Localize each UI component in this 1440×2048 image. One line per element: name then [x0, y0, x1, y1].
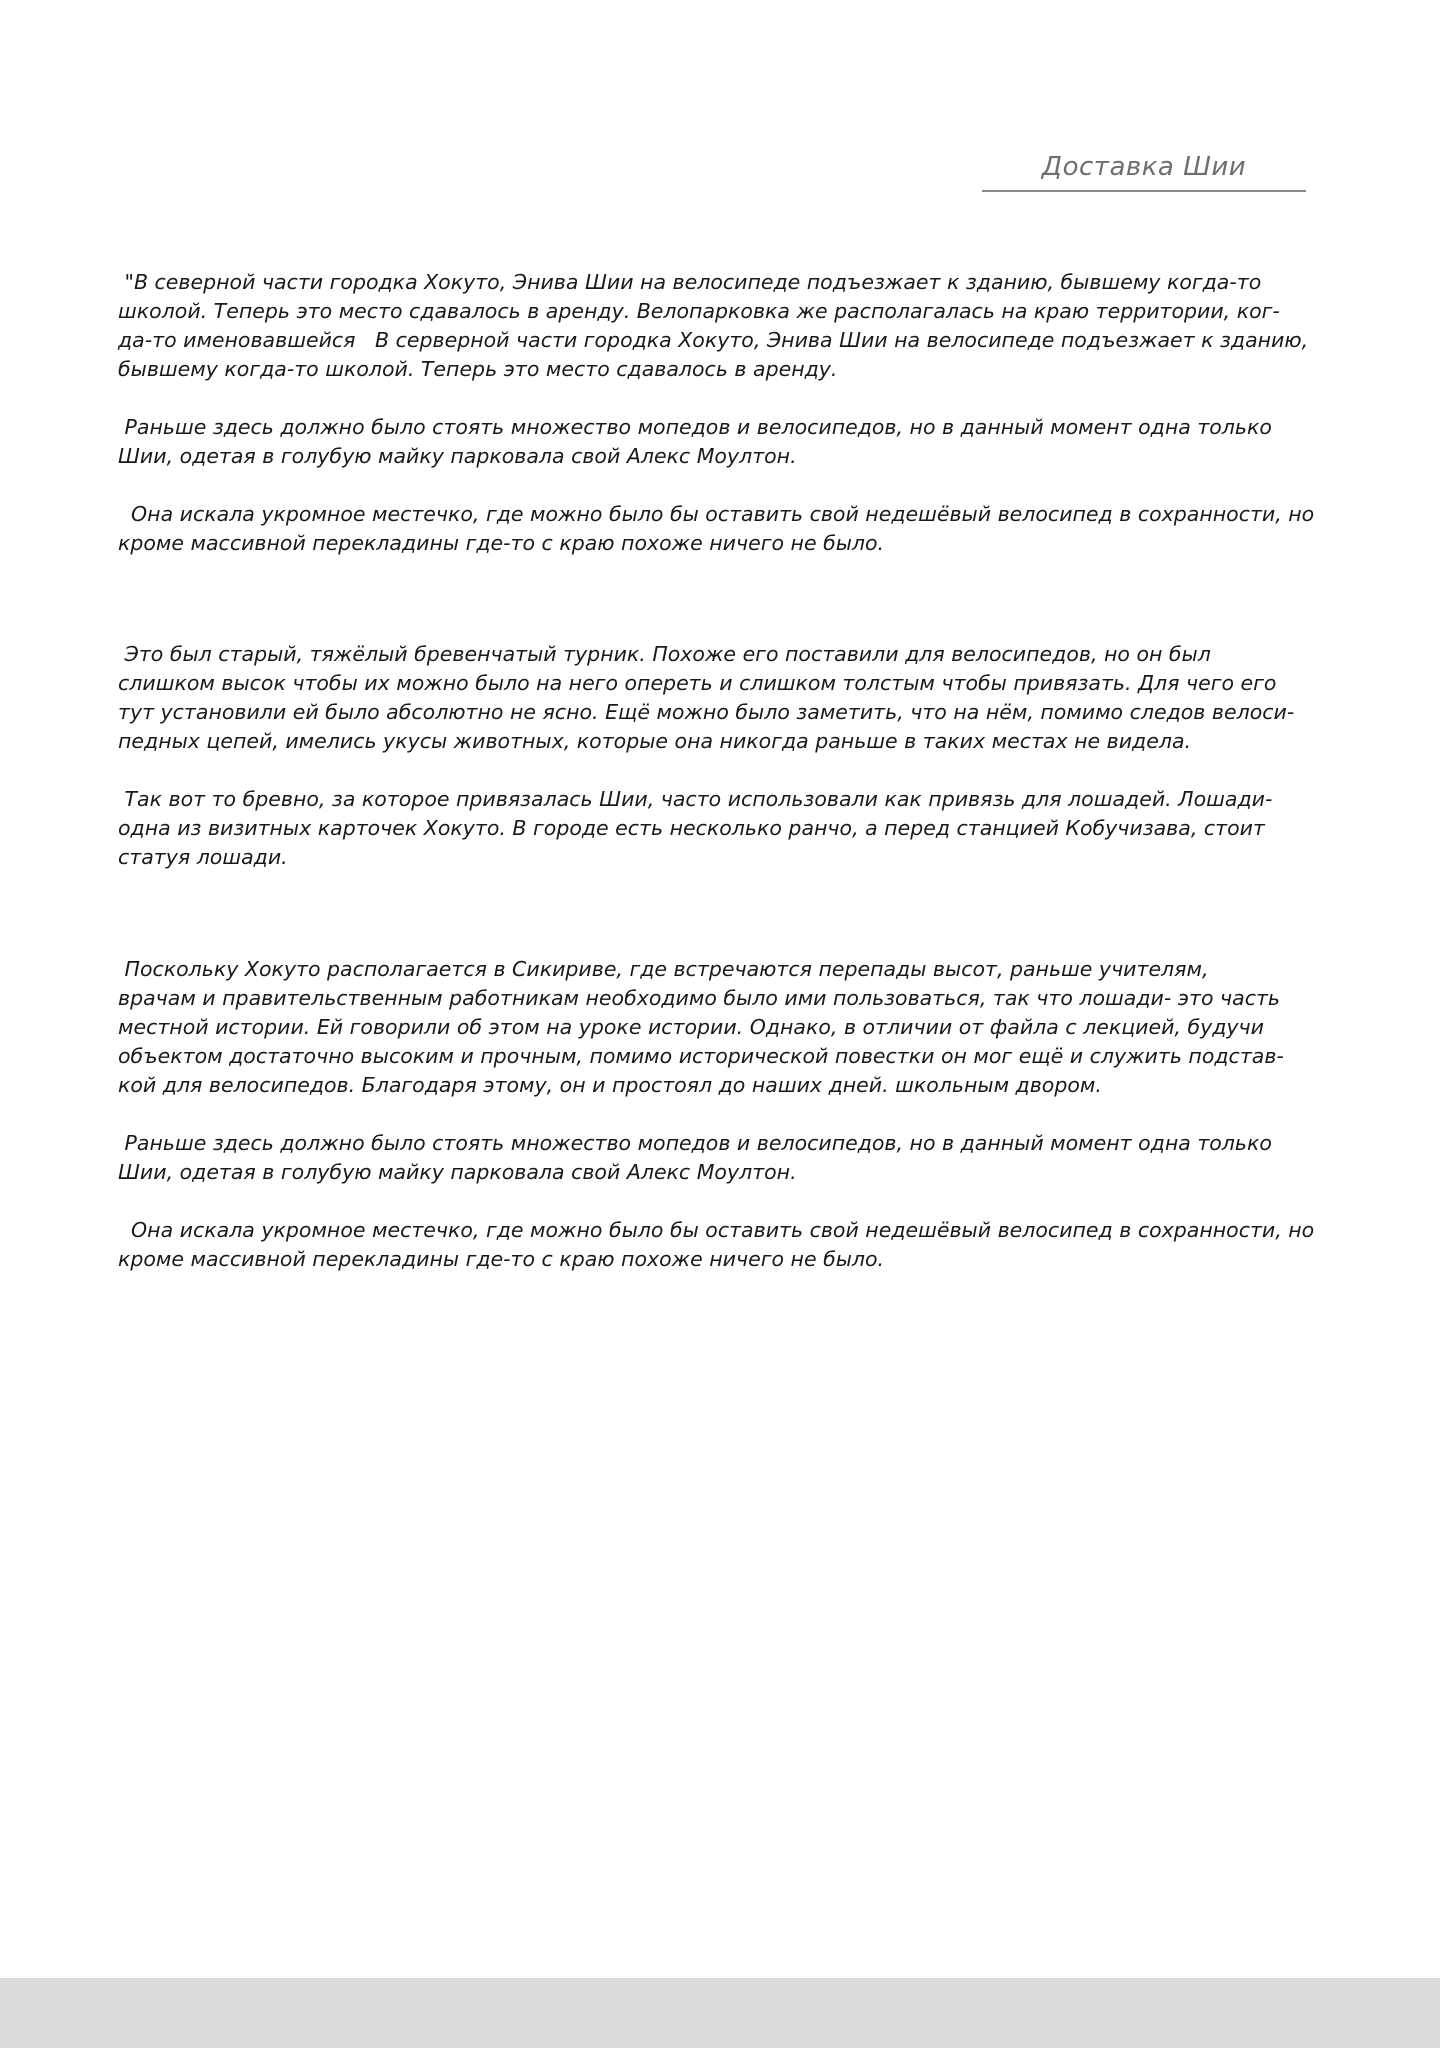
paragraph: Это был старый, тяжёлый бревенчатый турник. Похоже его поставили для велосипедов, но он был слишком высок чтобы их можно было на него опереть и слишком толстым чтобы привязать. Для чего его тут установили ей было абсолютно не ясно. Ещё можно было заметить, что на нём, помимо следов велоси- педных цепей, имелись укусы животных, которые она никогда раньше в таких местах не видела.	[118, 642, 1295, 753]
paragraph: Поскольку Хокуто располагается в Сикириве, где встречаются перепады высот, раньше учителям, врачам и правительственным работникам необходимо было ими пользоваться, так что лошади- это часть местной истории. Ей говорили об этом на уроке истории. Однако, в отличии от файла с лекцией, будучи объектом достаточно высоким и прочным, помимо исторической повестки он мог ещё и служить подстав- кой для велосипедов. Благодаря этому, он и простоял до наших дней. школьным двором.	[118, 957, 1284, 1097]
header-underline	[982, 190, 1306, 192]
paragraph: Она искала укромное местечко, где можно было бы оставить свой недешёвый велосипед в сохранности, но кроме массивной перекладины где-то с краю похоже ничего не было.	[118, 1218, 1315, 1271]
paragraph: Так вот то бревно, за которое привязалась Шии, часто использовали как привязь для лошадей. Лошади- одна из визитных карточек Хокуто. В городе есть несколько ранчо, а перед станцией Кобучизава, стоит статуя лошади.	[118, 787, 1273, 869]
page-footer-band	[0, 1978, 1440, 2048]
text-section-2	[118, 640, 1346, 872]
paragraph: Раньше здесь должно было стоять множество мопедов и велосипедов, но в данный момент одна только Шии, одетая в голубую майку парковала свой Алекс Моултон.	[118, 1131, 1272, 1184]
page-header-title: Доставка Шии	[1041, 152, 1247, 182]
paragraph: Она искала укромное местечко, где можно было бы оставить свой недешёвый велосипед в сохранности, но кроме массивной перекладины где-то с краю похоже ничего не было.	[118, 502, 1315, 555]
text-section-1	[118, 268, 1346, 558]
paragraph: Раньше здесь должно было стоять множество мопедов и велосипедов, но в данный момент одна только Шии, одетая в голубую майку парковала свой Алекс Моултон.	[118, 415, 1272, 468]
text-section-3	[118, 955, 1346, 1274]
paragraph: "В северной части городка Хокуто, Энива Шии на велосипеде подъезжает к зданию, бывшему когда-то школой. Теперь это место сдавалось в аренду. Велопарковка же располагалась на краю территории, ког- да-то именовавшейся В серверной части городка Хокуто, Энива Шии на велосипеде подъезжает к зданию, бывшему когда-то школой. Теперь это место сдавалось в аренду.	[118, 270, 1309, 381]
